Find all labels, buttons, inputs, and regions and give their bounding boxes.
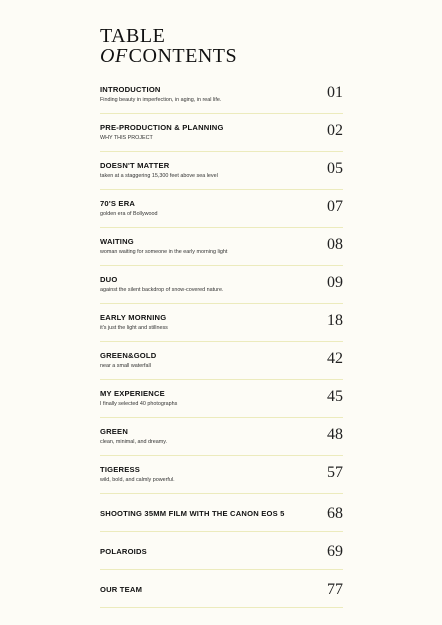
toc-entry-page-number: 68 [327,505,343,522]
toc-entry-page-number: 42 [327,350,343,367]
toc-entry-subtitle: taken at a staggering 15,300 feet above sea level [100,173,218,179]
toc-entry-subtitle: clean, minimal, and dreamy. [100,439,168,445]
title-line-2 [100,46,237,66]
toc-entry-heading: OUR TEAM [100,585,143,594]
toc-entry[interactable] [100,570,343,608]
toc-entry-heading: GREEN [100,427,129,436]
toc-entry[interactable] [100,152,343,190]
toc-entry[interactable] [100,418,343,456]
toc-entry-heading: TIGERESS [100,465,140,474]
toc-entry[interactable] [100,342,343,380]
toc-entry-heading: EARLY MORNING [100,313,167,322]
toc-entry[interactable] [100,380,343,418]
toc-entry[interactable] [100,190,343,228]
toc-entry-heading: DOESN'T MATTER [100,161,170,170]
toc-entry-subtitle: I finally selected 40 photographs [100,401,178,407]
toc-entry-page-number: 77 [327,581,343,598]
toc-entry-page-number: 57 [327,464,343,481]
toc-entry-page-number: 69 [327,543,343,560]
toc-entry[interactable] [100,304,343,342]
toc-entry-subtitle: Finding beauty in imperfection, in aging, in real life. [100,97,222,103]
toc-entry-subtitle: against the silent backdrop of snow-covered nature. [100,287,224,293]
title-of: OF [100,45,128,67]
toc-entry-page-number: 02 [327,122,343,139]
toc-entry[interactable] [100,76,343,114]
toc-entry[interactable] [100,114,343,152]
toc-entry-heading: INTRODUCTION [100,85,161,94]
toc-entry[interactable] [100,532,343,570]
toc-entry-heading: GREEN&GOLD [100,351,157,360]
toc-entry-page-number: 07 [327,198,343,215]
toc-entry[interactable] [100,456,343,494]
toc-entry-heading: POLAROIDS [100,547,147,556]
toc-entry[interactable] [100,266,343,304]
toc-entry-page-number: 18 [327,312,343,329]
toc-entry-heading: MY EXPERIENCE [100,389,165,398]
toc-entry-page-number: 45 [327,388,343,405]
toc-entry-subtitle: wild, bold, and calmly powerful. [100,477,175,483]
toc-entry-heading: DUO [100,275,118,284]
page-title [100,26,237,66]
title-line-1: TABLE [100,25,166,47]
toc-entry-heading: WAITING [100,237,134,246]
toc-entry-page-number: 01 [327,84,343,101]
toc-list [100,76,343,608]
toc-entry-page-number: 48 [327,426,343,443]
toc-entry-subtitle: woman waiting for someone in the early morning light [100,249,228,255]
toc-entry-heading: 70'S ERA [100,199,136,208]
toc-entry-subtitle: golden era of Bollywood [100,211,158,217]
toc-entry-page-number: 05 [327,160,343,177]
toc-entry-page-number: 08 [327,236,343,253]
toc-entry-heading: SHOOTING 35MM FILM WITH THE CANON EOS 5 [100,509,285,518]
toc-entry-heading: PRE-PRODUCTION & PLANNING [100,123,224,132]
toc-entry[interactable] [100,228,343,266]
toc-entry[interactable] [100,494,343,532]
toc-entry-page-number: 09 [327,274,343,291]
toc-entry-subtitle: it's just the light and stillness [100,325,168,331]
title-contents: CONTENTS [128,45,238,67]
toc-entry-subtitle: near a small waterfall [100,363,151,369]
toc-entry-subtitle: WHY THIS PROJECT [100,135,153,141]
